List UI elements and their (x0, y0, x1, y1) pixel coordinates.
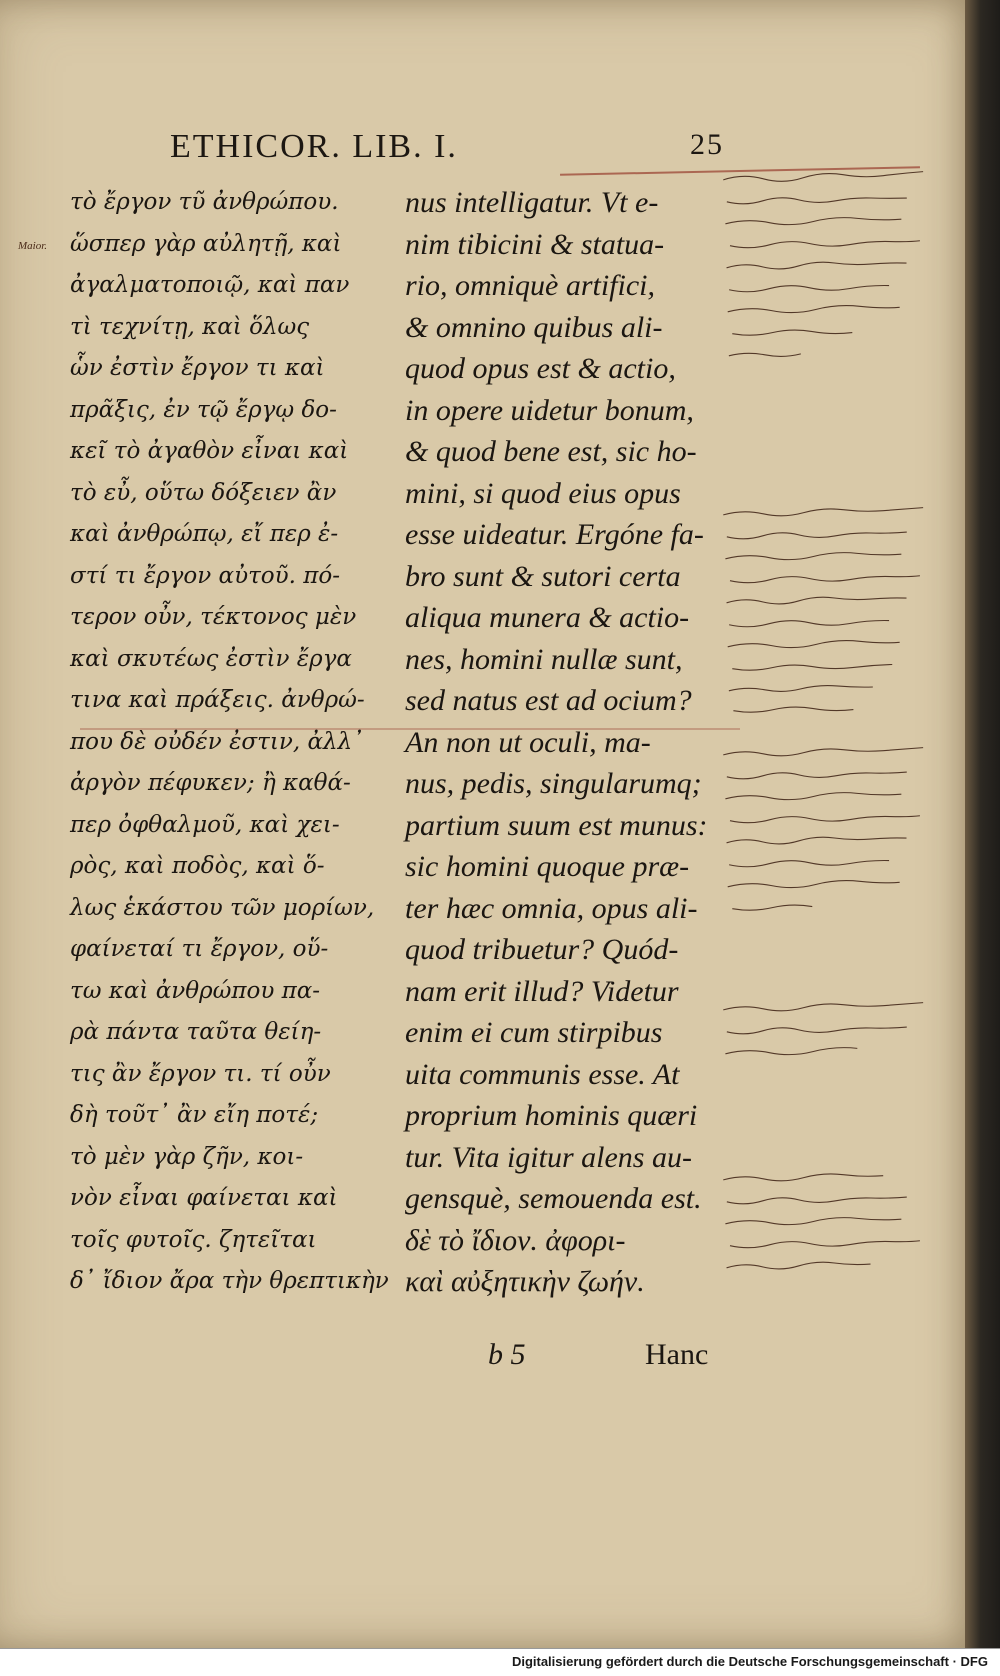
latin-text-line: uita communis esse. At (405, 1057, 680, 1091)
latin-text-line: sed natus est ad ocium? (405, 684, 692, 717)
greek-text-line: τὶ τεχνίτῃ, καὶ ὅλως (70, 313, 310, 340)
latin-text-line: δὲ τὸ ἴδιον. ἀφορι- (405, 1223, 626, 1257)
greek-text-line: τω καὶ ἀνθρώπου πα- (70, 977, 321, 1004)
handwriting-scribble (718, 994, 960, 1075)
greek-text-line: δὴ τοῦτ᾽ ἂν εἴη ποτέ; (70, 1102, 319, 1128)
margin-note-left: Maior. (18, 240, 48, 252)
digitization-footer (0, 1648, 1000, 1676)
funding-credit-text: Digitalisierung gefördert durch die Deutsche Forschungsgemeinschaft (511, 1654, 949, 1669)
latin-text-line: tur. Vita igitur alens au- (405, 1140, 692, 1174)
greek-text-line: δ᾽ ἴδιον ἄρα τὴν θρεπτικὴν (70, 1268, 389, 1294)
signature-mark: b 5 (488, 1338, 526, 1371)
dfg-logo: DFG (960, 1654, 988, 1669)
greek-text-column (70, 182, 400, 1303)
greek-text-line: τινα καὶ πράξεις. ἀνθρώ- (70, 687, 365, 713)
running-head-title: ETHICOR. LIB. I. (170, 128, 458, 165)
greek-text-line: ὥσπερ γὰρ αὐλητῇ, καὶ (70, 230, 342, 257)
handwritten-annotation-5 (718, 1163, 971, 1290)
latin-text-line: nus intelligatur. Vt e- (405, 186, 659, 219)
latin-text-line: nim tibicini & statua- (405, 227, 665, 261)
greek-text-line: λως ἑκάστου τῶν μορίων, (70, 894, 375, 921)
handwritten-annotation-4 (718, 993, 970, 1080)
latin-text-line: An non ut oculi, ma- (405, 725, 651, 759)
latin-text-line: nus, pedis, singularumq; (405, 767, 702, 800)
latin-text-line: partium suum est munus: (405, 808, 708, 842)
latin-text-line: sic homini quoque præ- (405, 850, 690, 883)
greek-text-line: περ ὀφθαλμοῦ, καὶ χει- (70, 811, 340, 838)
greek-text-line: καὶ σκυτέως ἐστὶν ἔργα (70, 645, 352, 672)
greek-text-line: φαίνεταί τι ἔργον, οὕ- (70, 936, 329, 962)
handwritten-annotation-2 (718, 498, 974, 729)
greek-text-line: ἀγαλματοποιῷ, καὶ παν (70, 272, 350, 298)
greek-text-line: πρᾶξις, ἐν τῷ ἔργῳ δο- (70, 396, 337, 423)
greek-text-line: στί τι ἔργον αὐτοῦ. πό- (70, 562, 340, 589)
handwriting-scribble (718, 739, 963, 925)
handwriting-scribble (718, 499, 964, 725)
greek-text-line: κεῖ τὸ ἀγαθὸν εἶναι καὶ (70, 438, 349, 464)
latin-text-line: & omnino quibus ali- (405, 310, 663, 344)
latin-text-line: ter hæc omnia, opus ali- (405, 891, 698, 925)
greek-text-line: ρὰ πάντα ταῦτα θείη- (70, 1019, 322, 1045)
latin-text-line: esse uideatur. Ergóne fa- (405, 518, 704, 551)
handwriting-scribble (718, 1164, 961, 1285)
greek-text-line: ὧν ἐστὶν ἔργον τι καὶ (70, 355, 325, 381)
greek-text-line: τις ἂν ἔργον τι. τί οὖν (70, 1060, 331, 1087)
greek-text-line: τερον οὖν, τέκτονος μὲν (70, 604, 357, 630)
greek-text-line: τὸ ἔργον τῦ ἀνθρώπου. (70, 189, 339, 215)
greek-text-line: ἀργὸν πέφυκεν; ἢ καθά- (70, 770, 351, 796)
latin-text-line: gensquè, semouenda est. (405, 1182, 702, 1215)
page-number: 25 (690, 128, 724, 161)
handwritten-annotation-1 (718, 163, 974, 389)
funding-credit: Digitalisierung gefördert durch die Deutsche Forschungsgemeinschaft · DFG (511, 1654, 988, 1669)
greek-text-line: που δὲ οὐδέν ἐστιν, ἀλλ᾽ (70, 728, 364, 755)
catchword: Hanc (645, 1338, 709, 1371)
latin-text-line: quod tribuetur? Quód- (405, 933, 679, 966)
greek-text-line: ρὸς, καὶ ποδὸς, καὶ ὅ- (70, 853, 325, 879)
running-header (170, 128, 730, 172)
latin-text-line: in opere uidetur bonum, (405, 393, 694, 427)
handwriting-scribble (718, 164, 964, 385)
greek-text-line: νὸν εἶναι φαίνεται καὶ (70, 1185, 338, 1211)
latin-text-line: enim ei cum stirpibus (405, 1016, 663, 1049)
latin-text-line: aliqua munera & actio- (405, 601, 690, 634)
book-fore-edge (965, 0, 1000, 1648)
latin-text-line: & quod bene est, sic ho- (405, 435, 697, 468)
handwritten-annotation-3 (718, 738, 973, 929)
latin-text-line: mini, si quod eius opus (405, 476, 681, 510)
greek-text-line: τοῖς φυτοῖς. ζητεῖται (70, 1226, 317, 1253)
greek-text-line: καὶ ἀνθρώπῳ, εἴ περ ἐ- (70, 521, 339, 547)
latin-text-line: quod opus est & actio, (405, 352, 676, 385)
greek-text-line: τὸ εὖ, οὕτω δόξειεν ἂν (70, 479, 337, 506)
latin-text-line: bro sunt & sutori certa (405, 559, 681, 593)
greek-text-line: τὸ μὲν γὰρ ζῆν, κοι- (70, 1143, 304, 1170)
latin-text-line: proprium hominis quæri (405, 1099, 698, 1132)
latin-text-line: nes, homini nullæ sunt, (405, 642, 683, 676)
latin-text-line: nam erit illud? Videtur (405, 974, 679, 1008)
latin-text-line: rio, omniquè artifici, (405, 269, 655, 302)
latin-text-column (405, 182, 730, 1303)
latin-text-line: καὶ αὐξητικὴν ζωήν. (405, 1265, 645, 1298)
